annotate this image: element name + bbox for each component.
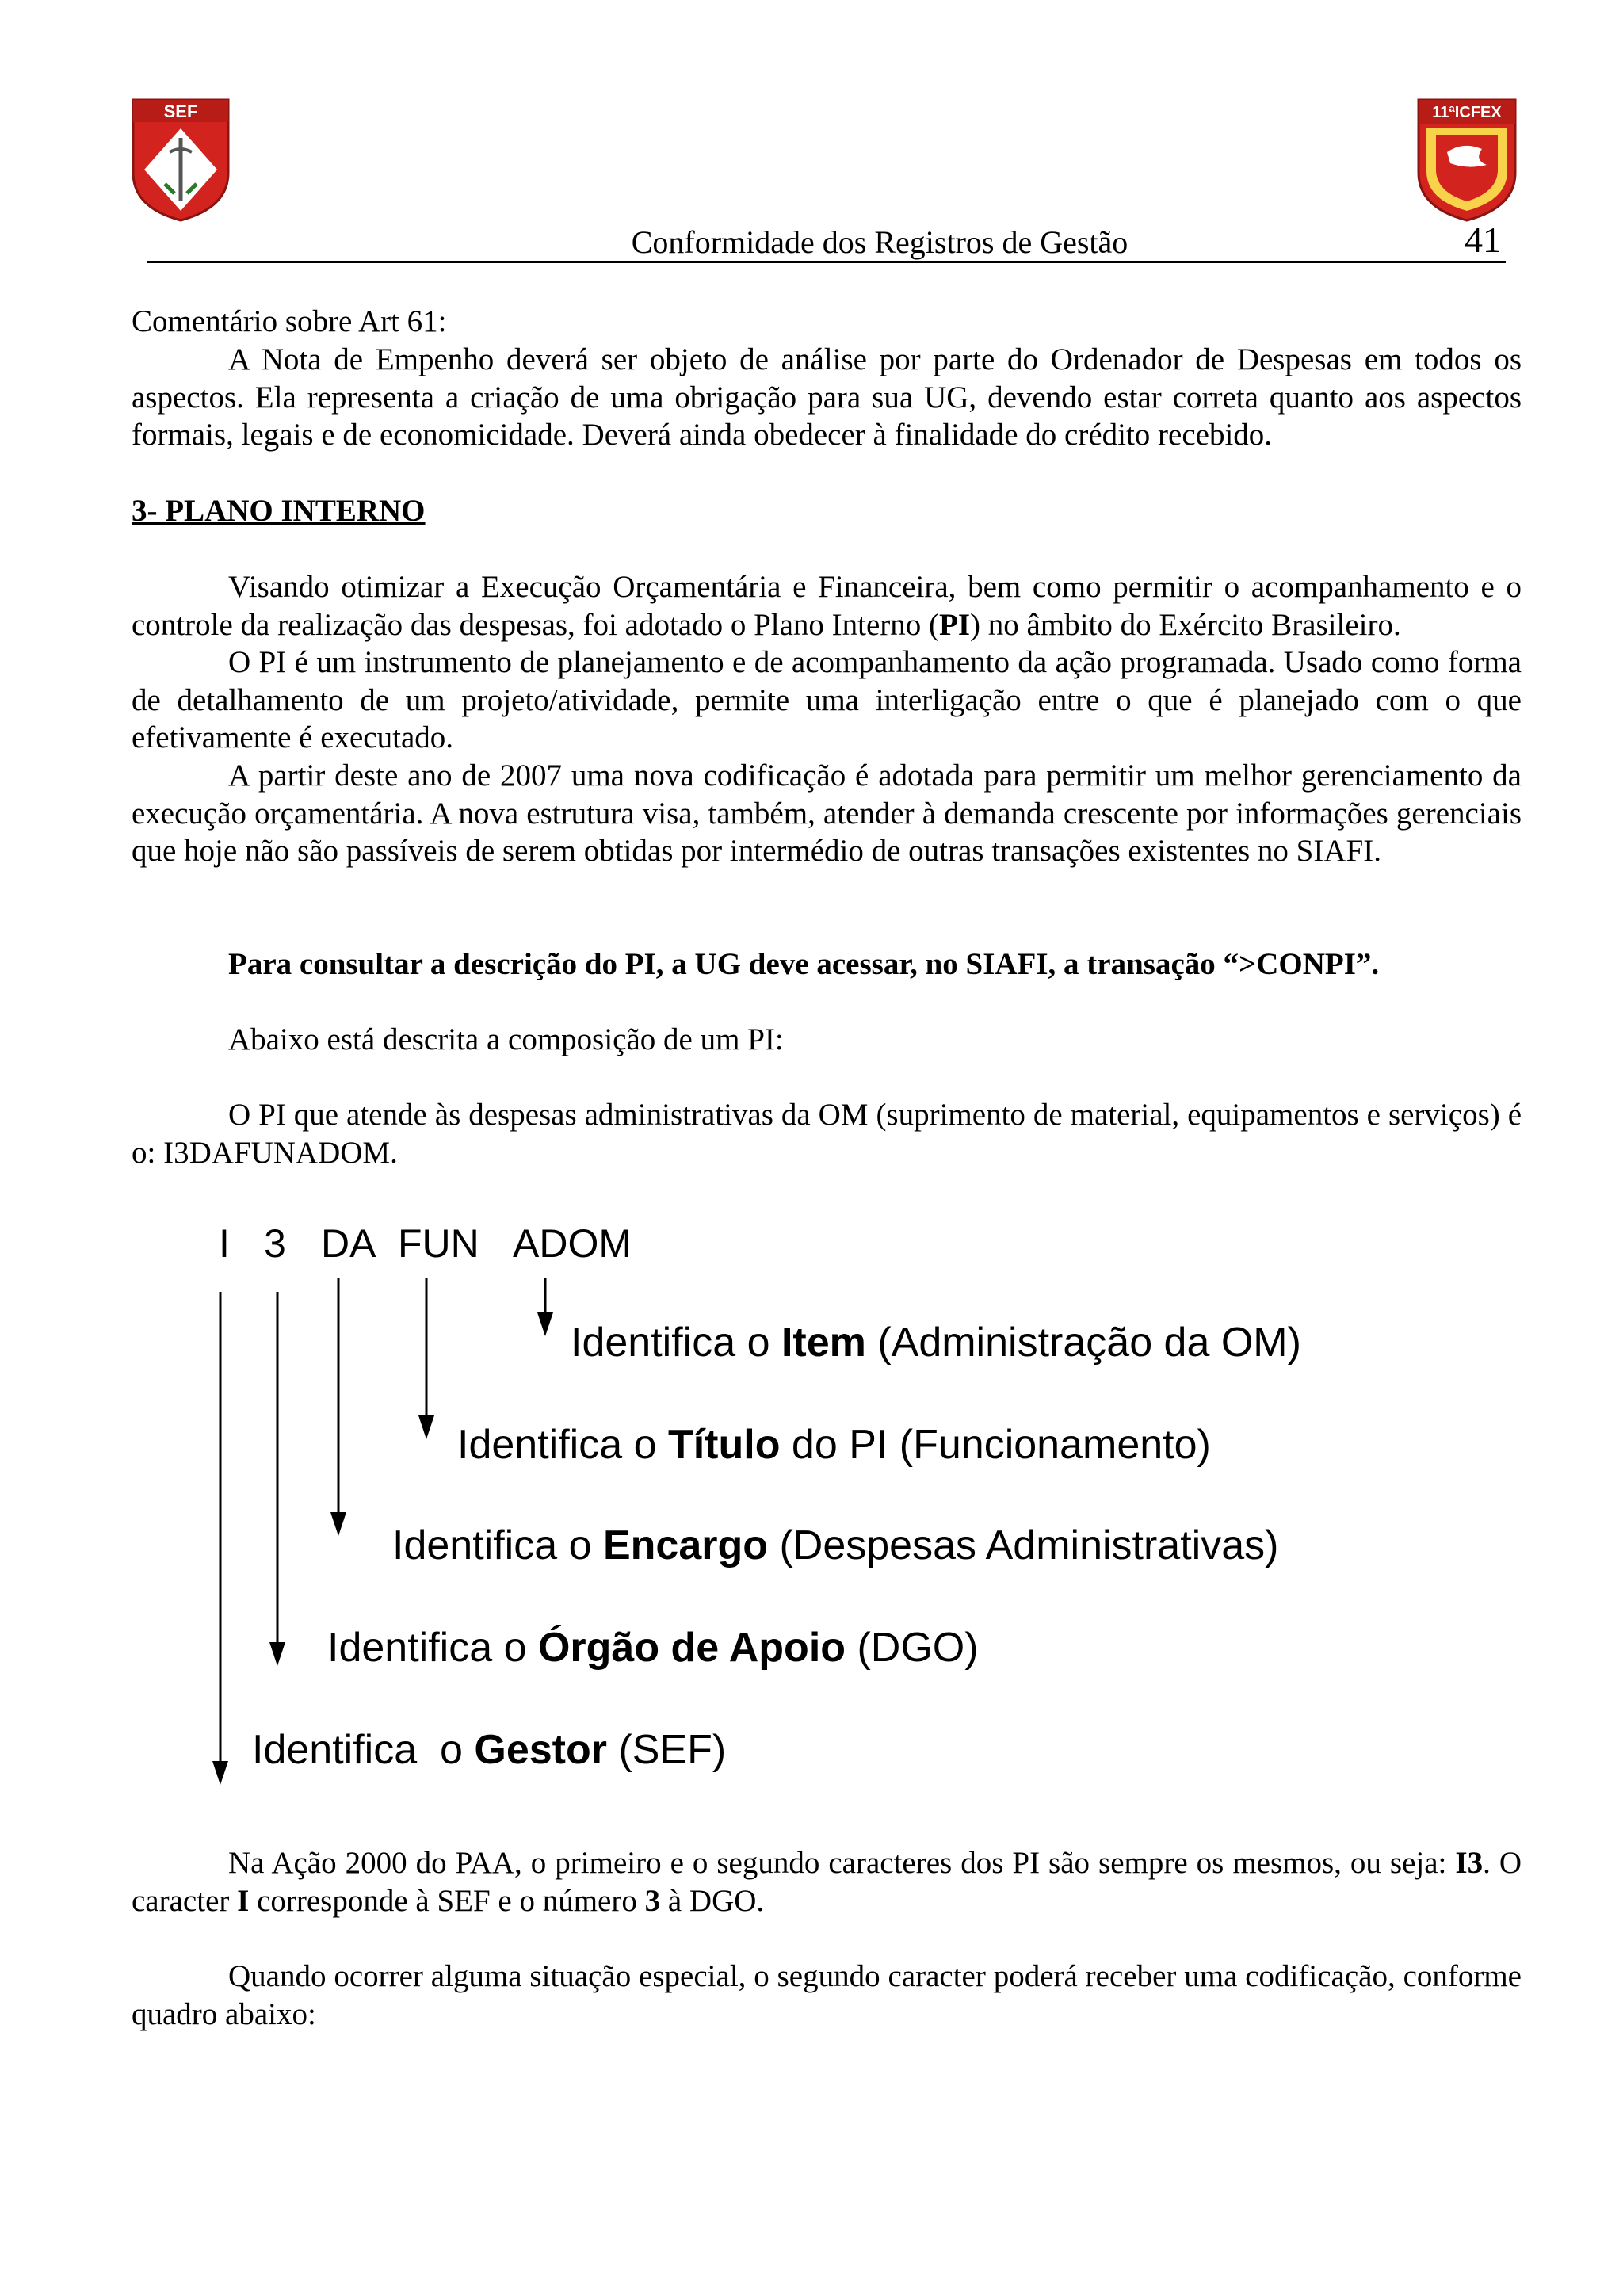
comment-text: A Nota de Empenho deverá ser objeto de análise por parte do Ordenador de Despesas em todos os aspectos. Ela representa a criação de uma obrigação para sua UG, devendo estar correta quanto aos aspectos formais, legais e de economicidade. Deverá ainda obedecer à finalidade do crédito recebido. bbox=[132, 342, 1522, 452]
diagram-titulo-line: Identifica o Título do PI (Funcionamento) bbox=[457, 1422, 1211, 1468]
arrow-gestor bbox=[212, 1761, 228, 1785]
paragraph-composition: Abaixo está descrita a composição de um PI: bbox=[228, 1022, 784, 1056]
arrow-orgao bbox=[269, 1642, 285, 1666]
paragraph-pi-example: O PI que atende às despesas administrativas da OM (suprimento de material, equipamentos e serviços) é o: I3DAFUNADOM. bbox=[132, 1098, 1522, 1170]
page-number: 41 bbox=[1465, 220, 1501, 260]
paragraph-acao-2000: Na Ação 2000 do PAA, o primeiro e o segundo caracteres dos PI são sempre os mesmos, ou seja: I3. O caracter I corresponde à SEF e o número 3 à DGO. bbox=[132, 1846, 1522, 1918]
code-3: 3 bbox=[264, 1221, 286, 1266]
code-da: DA bbox=[321, 1221, 376, 1266]
diagram-orgao-line: Identifica o Órgão de Apoio (DGO) bbox=[327, 1625, 979, 1671]
code-i: I bbox=[219, 1221, 230, 1266]
paragraph-1: Visando otimizar a Execução Orçamentária e Financeira, bem como permitir o acompanhamento e o controle da realização das despesas, foi adotado o Plano Interno (PI) no âmbito do Exército Brasileiro. bbox=[132, 570, 1522, 642]
arrow-item bbox=[537, 1312, 553, 1336]
paragraph-conpi: Para consultar a descrição do PI, a UG deve acessar, no SIAFI, a transação “>CONPI”. bbox=[228, 947, 1380, 981]
section-heading: 3- PLANO INTERNO bbox=[132, 494, 426, 528]
diagram-item-line: Identifica o Item (Administração da OM) bbox=[571, 1320, 1301, 1366]
paragraph-2: O PI é um instrumento de planejamento e de acompanhamento da ação programada. Usado como forma de detalhamento de um projeto/atividade, permite uma interligação entre o que é planejado com o que efetivamente é executado. bbox=[132, 645, 1522, 755]
diagram-gestor-line: Identifica o Gestor (SEF) bbox=[252, 1727, 727, 1773]
arrow-titulo bbox=[418, 1415, 434, 1439]
code-fun: FUN bbox=[398, 1221, 479, 1266]
comment-label: Comentário sobre Art 61: bbox=[132, 304, 447, 338]
svg-text:11ªICFEX: 11ªICFEX bbox=[1432, 104, 1502, 121]
diagram-encargo-line: Identifica o Encargo (Despesas Administrativas) bbox=[392, 1522, 1279, 1568]
paragraph-situacao-especial: Quando ocorrer alguma situação especial, o segundo caracter poderá receber uma codificação, conforme quadro abaixo: bbox=[132, 1959, 1522, 2031]
paragraph-3: A partir deste ano de 2007 uma nova codificação é adotada para permitir um melhor gerenciamento da execução orçamentária. A nova estrutura visa, também, atender à demanda crescente por informações gerenciais que hoje não são passíveis de serem obtidas por intermédio de outras transações existentes no SIAFI. bbox=[132, 758, 1522, 868]
svg-text:SEF: SEF bbox=[163, 101, 198, 121]
header-title: Conformidade dos Registros de Gestão bbox=[631, 224, 1128, 260]
code-adom: ADOM bbox=[513, 1221, 632, 1266]
arrow-encargo bbox=[330, 1512, 346, 1536]
